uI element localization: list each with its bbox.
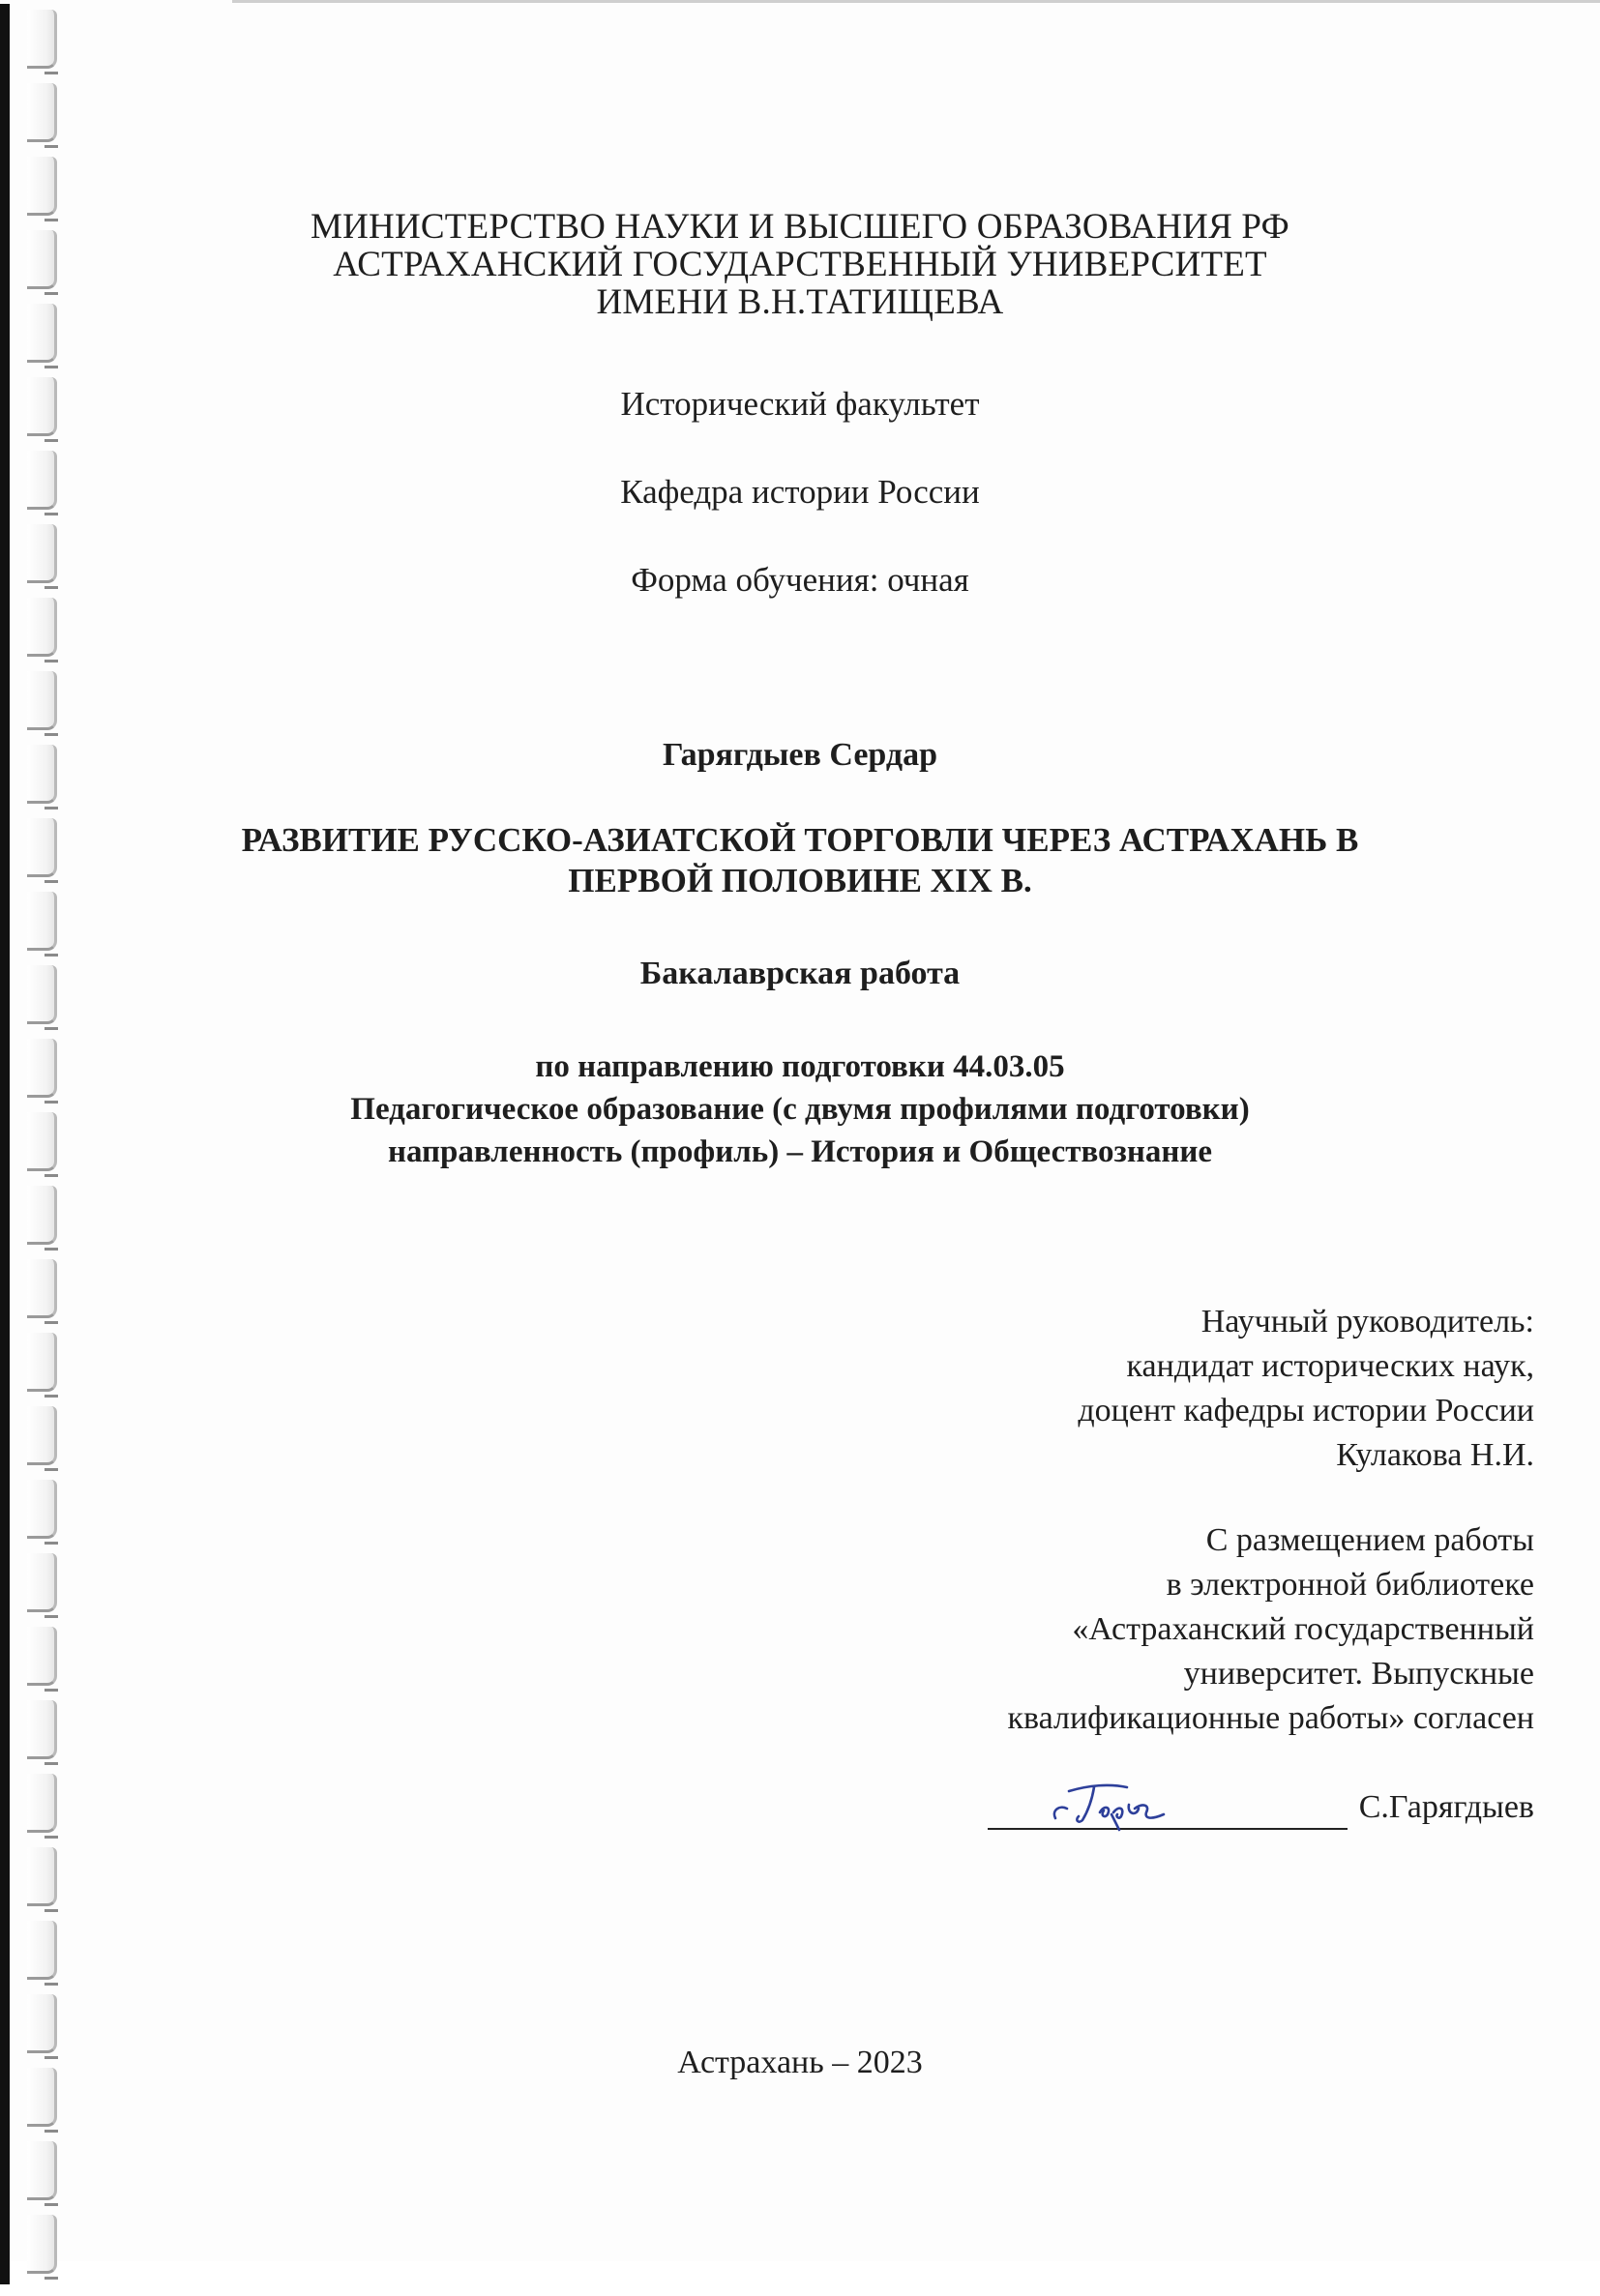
binding-bar bbox=[0, 1400, 10, 1476]
binding-ring bbox=[27, 671, 57, 730]
binding-ring bbox=[27, 1259, 57, 1318]
binding-ring bbox=[27, 2215, 57, 2274]
binding-bar bbox=[0, 665, 10, 741]
binding-bar bbox=[0, 2135, 10, 2211]
binding-bar bbox=[0, 1327, 10, 1402]
consent-line-1: С размещением работы bbox=[1205, 1522, 1534, 1558]
binding-ring bbox=[27, 10, 57, 69]
thesis-title bbox=[0, 820, 1600, 901]
binding-tick bbox=[44, 1836, 58, 1839]
binding-bar bbox=[0, 4, 10, 79]
binding-tick bbox=[44, 366, 58, 368]
binding-bar bbox=[0, 1694, 10, 1770]
signature-line bbox=[988, 1789, 1348, 1830]
ministry-line: МИНИСТЕРСТВО НАУКИ И ВЫСШЕГО ОБРАЗОВАНИЯ РФ bbox=[311, 207, 1289, 247]
binding-tick bbox=[44, 2203, 58, 2206]
supervisor-label: Научный руководитель: bbox=[1200, 1304, 1534, 1339]
binding-tick bbox=[44, 513, 58, 515]
binding-ring bbox=[27, 598, 57, 657]
study-form: Форма обучения: очная bbox=[631, 561, 969, 599]
department: Кафедра истории России bbox=[620, 473, 980, 511]
binding-ring bbox=[27, 1921, 57, 1980]
binding-bar bbox=[0, 1915, 10, 1990]
institution-header bbox=[0, 208, 1600, 321]
binding-ring bbox=[27, 83, 57, 142]
binding-bar bbox=[0, 1180, 10, 1255]
signer-name: С.Гарягдыев bbox=[1358, 1789, 1534, 1825]
direction-line-2: Педагогическое образование (с двумя профилями подготовки) bbox=[350, 1092, 1250, 1127]
consent-block bbox=[1007, 1518, 1534, 1741]
binding-tick bbox=[44, 2130, 58, 2133]
binding-tick bbox=[44, 1542, 58, 1545]
binding-bar bbox=[0, 1547, 10, 1623]
supervisor-name: Кулакова Н.И. bbox=[1336, 1437, 1534, 1473]
supervisor-block bbox=[1078, 1300, 1534, 1478]
binding-ring bbox=[27, 1333, 57, 1392]
direction-line-3: направленность (профиль) – История и Обществознание bbox=[387, 1134, 1213, 1169]
signature-row bbox=[988, 1785, 1534, 1830]
thesis-title-line-2: ПЕРВОЙ ПОЛОВИНЕ XIX В. bbox=[568, 862, 1032, 899]
thesis-title-line-1: РАЗВИТИЕ РУССКО-АЗИАТСКОЙ ТОРГОВЛИ ЧЕРЕЗ АСТРАХАНЬ В bbox=[241, 821, 1359, 859]
binding-tick bbox=[44, 1174, 58, 1177]
binding-tick bbox=[44, 1615, 58, 1618]
binding-tick bbox=[44, 72, 58, 74]
binding-tick bbox=[44, 1468, 58, 1471]
binding-tick bbox=[44, 2277, 58, 2280]
supervisor-position: доцент кафедры истории России bbox=[1078, 1393, 1534, 1428]
binding-tick bbox=[44, 1248, 58, 1251]
binding-ring bbox=[27, 1847, 57, 1906]
binding-tick bbox=[44, 1909, 58, 1912]
binding-ring bbox=[27, 1774, 57, 1833]
supervisor-degree: кандидат исторических наук, bbox=[1126, 1348, 1534, 1384]
binding-ring bbox=[27, 1186, 57, 1245]
binding-bar bbox=[0, 1621, 10, 1696]
consent-line-2: в электронной библиотеке bbox=[1166, 1567, 1534, 1603]
binding-bar bbox=[0, 1474, 10, 1549]
binding-ring bbox=[27, 1700, 57, 1759]
binding-bar bbox=[0, 77, 10, 153]
binding-tick bbox=[44, 1983, 58, 1986]
university-line: АСТРАХАНСКИЙ ГОСУДАРСТВЕННЫЙ УНИВЕРСИТЕТ bbox=[333, 245, 1267, 284]
binding-loop bbox=[0, 2209, 58, 2296]
study-direction bbox=[0, 1045, 1600, 1173]
binding-ring bbox=[27, 2141, 57, 2200]
binding-tick bbox=[44, 807, 58, 809]
city-year: Астрахань – 2023 bbox=[677, 2045, 923, 2080]
binding-ring bbox=[27, 1480, 57, 1539]
binding-tick bbox=[44, 1321, 58, 1324]
binding-ring bbox=[27, 157, 57, 216]
binding-ring bbox=[27, 1627, 57, 1686]
binding-tick bbox=[44, 660, 58, 662]
consent-line-3: «Астраханский государственный bbox=[1072, 1611, 1534, 1647]
named-after-line: ИМЕНИ В.Н.ТАТИЩЕВА bbox=[596, 282, 1004, 322]
handwritten-signature bbox=[1050, 1776, 1195, 1834]
binding-tick bbox=[44, 1762, 58, 1765]
consent-line-5: квалификационные работы» согласен bbox=[1007, 1700, 1534, 1736]
binding-tick bbox=[44, 733, 58, 736]
binding-bar bbox=[0, 2209, 10, 2284]
binding-bar bbox=[0, 1253, 10, 1329]
binding-tick bbox=[44, 145, 58, 148]
binding-tick bbox=[44, 1395, 58, 1398]
binding-bar bbox=[0, 1768, 10, 1843]
binding-ring bbox=[27, 1553, 57, 1612]
binding-ring bbox=[27, 1406, 57, 1465]
scan-top-edge bbox=[232, 0, 1600, 3]
binding-tick bbox=[44, 1689, 58, 1692]
consent-line-4: университет. Выпускные bbox=[1183, 1656, 1534, 1692]
faculty: Исторический факультет bbox=[620, 385, 980, 423]
binding-tick bbox=[44, 439, 58, 442]
binding-tick bbox=[44, 1027, 58, 1030]
binding-bar bbox=[0, 1841, 10, 1917]
binding-bar bbox=[0, 592, 10, 667]
work-type: Бакалаврская работа bbox=[639, 956, 961, 991]
author-name: Гарягдыев Сердар bbox=[662, 737, 938, 773]
direction-line-1: по направлению подготовки 44.03.05 bbox=[535, 1049, 1065, 1084]
